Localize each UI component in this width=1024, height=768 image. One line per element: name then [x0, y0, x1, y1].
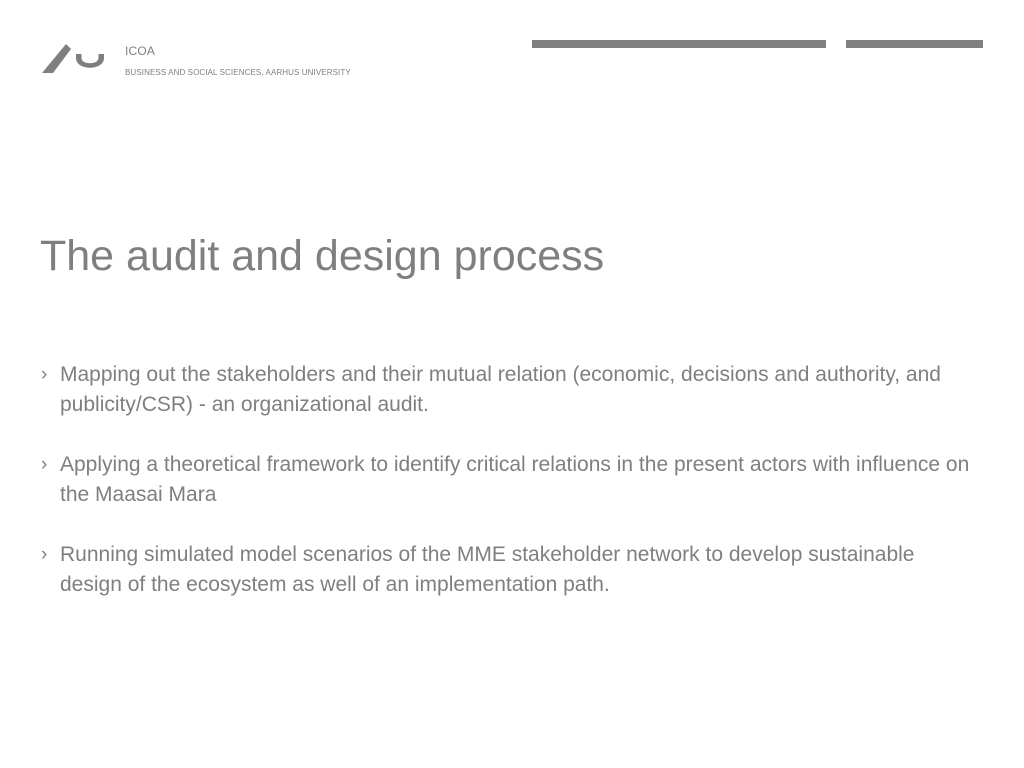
org-subtitle: BUSINESS AND SOCIAL SCIENCES, AARHUS UNIVERSITY — [125, 68, 351, 77]
bullet-text: Mapping out the stakeholders and their mutual relation (economic, decisions and authority, and publicity/CSR) - an organizational audit. — [60, 363, 941, 416]
bullet-text: Applying a theoretical framework to identify critical relations in the present actors with influence on the Maasai Mara — [60, 453, 970, 506]
header-bar-left — [532, 40, 826, 48]
bullet-marker: › — [41, 364, 48, 385]
bullet-item — [40, 540, 980, 600]
bullet-item — [40, 360, 980, 420]
bullet-marker: › — [41, 544, 48, 565]
header-bar-right — [846, 40, 983, 48]
bullet-item — [40, 450, 980, 510]
bullet-list — [40, 360, 980, 630]
bullet-marker: › — [41, 454, 48, 475]
org-name: ICOA — [125, 44, 156, 58]
bullet-text: Running simulated model scenarios of the MME stakeholder network to develop sustainable design of the ecosystem as well of an implementation path. — [60, 543, 915, 596]
aarhus-university-logo-icon — [40, 40, 108, 76]
slide-title: The audit and design process — [40, 232, 605, 280]
